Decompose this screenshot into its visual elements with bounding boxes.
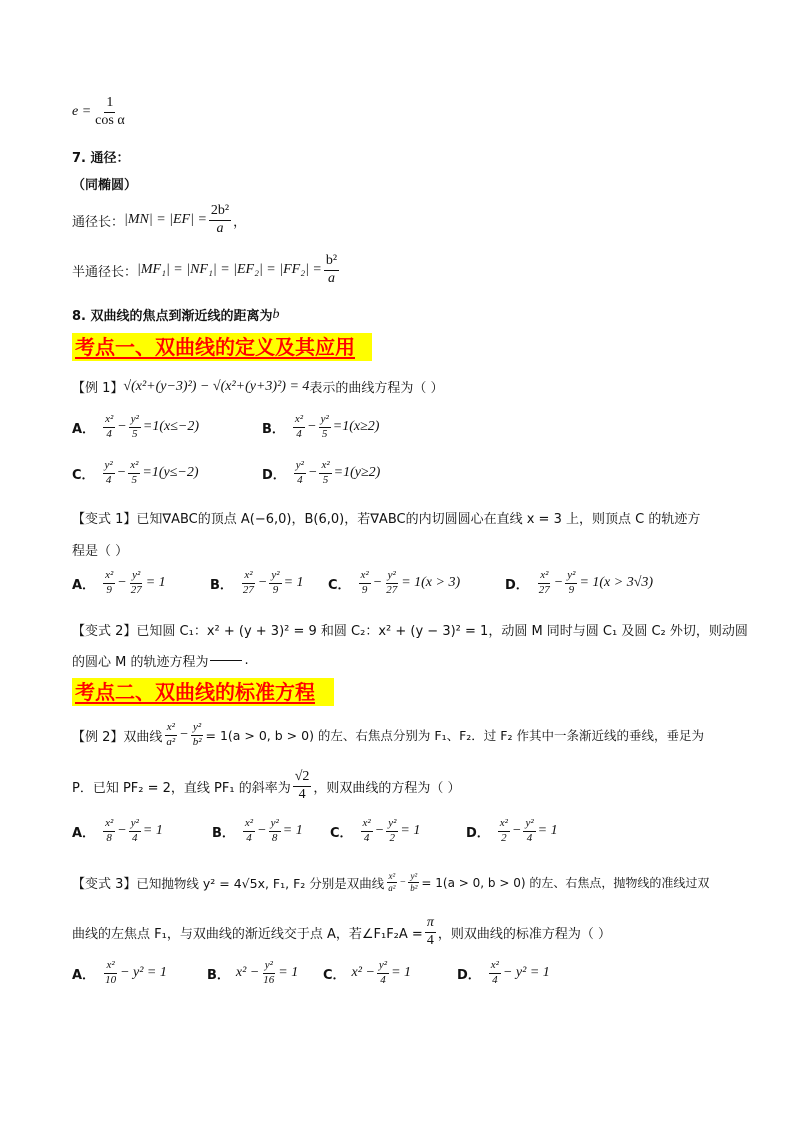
example-2-tag: 【例 2】 — [72, 729, 124, 745]
option-fraction — [361, 818, 373, 844]
choice-label: B． — [262, 421, 285, 437]
variant-2-text2: 的圆心 M 的轨迹方程为 — [72, 655, 209, 670]
option-fraction — [103, 960, 118, 986]
section-heading-1-text: 考点一、双曲线的定义及其应用 — [75, 335, 355, 359]
choice-d[interactable] — [457, 960, 550, 986]
choice-d[interactable] — [505, 570, 653, 596]
choice-label: B． — [210, 577, 233, 593]
frac-den: 27 — [130, 583, 142, 596]
option-fraction — [128, 460, 140, 486]
variant-3-tag: 【变式 3】 — [72, 877, 137, 893]
variant-3-frac2 — [408, 872, 419, 894]
option-fraction — [498, 818, 510, 844]
section-heading-1 — [72, 333, 372, 361]
option-text: − — [257, 823, 267, 839]
frac-num: x² — [361, 818, 373, 832]
ecc-lhs: e = — [72, 104, 92, 120]
option-text: = 1 — [282, 823, 303, 839]
s8-var: b — [272, 306, 280, 322]
option-text: − y² = 1 — [502, 965, 550, 981]
frac-num: x² — [104, 960, 116, 974]
frac-den: 9 — [361, 583, 368, 596]
option-fraction — [103, 570, 115, 596]
choice-label: C． — [72, 467, 95, 483]
option-text: − — [553, 575, 564, 591]
frac-den: 27 — [386, 583, 398, 596]
variant-2-line1 — [72, 620, 748, 639]
choice-a[interactable] — [72, 414, 199, 440]
option-text: = 1(x > 3√3) — [579, 575, 654, 591]
frac-den: b² — [192, 735, 202, 748]
example-1-tail: 表示的曲线方程为（ ） — [309, 381, 444, 396]
frac-num: y² — [129, 818, 141, 832]
option-fraction — [129, 570, 144, 596]
frac-num: x² — [498, 818, 510, 832]
option-fraction — [103, 414, 115, 440]
choice-a[interactable] — [72, 570, 166, 596]
variant-3-text1a: 已知抛物线 y² = 4√5x, F₁, F₂ 分别是双曲线 — [136, 875, 385, 891]
variant-3-text2b: ，则双曲线的标准方程为（ ） — [437, 926, 611, 942]
option-text: − — [511, 823, 522, 839]
frac-den: 5 — [321, 427, 328, 440]
frac-den: 2 — [501, 831, 507, 844]
frac-den: a² — [388, 883, 396, 894]
option-text: − — [374, 823, 385, 839]
answer-blank[interactable] — [210, 660, 242, 661]
option-text: = 1 — [283, 575, 304, 591]
frac-num: x² — [359, 570, 371, 584]
example-2-text2a: P．已知 PF₂ = 2，直线 PF₁ 的斜率为 — [72, 780, 291, 796]
chord-label: 通径长： — [72, 214, 125, 230]
option-fraction — [386, 818, 398, 844]
frac-num: x² — [103, 414, 115, 428]
frac-num: y² — [377, 960, 389, 974]
frac-den: 2 — [389, 831, 396, 844]
example-1-stem — [72, 377, 444, 396]
option-text: = 1 — [142, 823, 163, 839]
option-text: x² − — [235, 965, 260, 981]
option-text: = 1 — [537, 823, 558, 839]
frac-num: y² — [523, 818, 535, 832]
frac-num: x² — [128, 460, 140, 474]
choice-a[interactable] — [72, 818, 163, 844]
option-text: = 1 — [400, 823, 421, 839]
choice-label: A． — [72, 421, 96, 437]
option-fraction — [241, 570, 256, 596]
choice-label: B． — [212, 825, 235, 841]
frac-den: 9 — [272, 583, 279, 596]
frac-den: 4 — [132, 831, 138, 844]
frac-den: 9 — [106, 583, 112, 596]
example-1-expr: √(x²+(y−3)²) − √(x²+(y+3)²) = 4 — [123, 378, 310, 394]
option-text: − — [117, 419, 127, 435]
choice-label: D． — [457, 967, 481, 983]
frac-num: x² — [243, 818, 255, 832]
half-expr: |MF₁| = |NF₁| = |EF₂| = |FF₂| = — [137, 262, 322, 278]
chord-tail: ， — [233, 214, 247, 230]
option-fraction — [294, 460, 306, 486]
frac-den: 16 — [263, 973, 275, 986]
frac-num: y² — [191, 722, 203, 736]
example-2-line2 — [72, 770, 461, 802]
variant-2-text1: 已知圆 C₁：x² + (y + 3)² = 9 和圆 C₂：x² + (y − 3)² = 1，动圆 M 同时与圆 C₁ 及圆 C₂ 外切，则动圆 — [136, 624, 748, 639]
choice-label: D． — [466, 825, 490, 841]
chord-den: a — [216, 220, 224, 236]
example-2-frac1 — [164, 722, 177, 748]
option-fraction — [103, 818, 115, 844]
option-text: − — [257, 575, 268, 591]
frac-den: 27 — [538, 583, 550, 596]
choice-c[interactable] — [330, 818, 420, 844]
frac-den: 4 — [380, 973, 386, 986]
option-fraction — [261, 960, 276, 986]
angle-fraction — [425, 916, 436, 948]
frac-den: b² — [410, 883, 418, 894]
frac-num: x² — [103, 818, 115, 832]
option-text: − — [117, 575, 127, 591]
frac-num: y² — [263, 960, 275, 974]
section-heading-2 — [72, 678, 334, 706]
option-fraction — [384, 570, 399, 596]
option-fraction — [129, 414, 141, 440]
option-fraction — [129, 818, 141, 844]
frac-den: 5 — [322, 473, 329, 486]
variant-3-frac1 — [386, 872, 397, 894]
frac-num: y² — [269, 570, 281, 584]
frac-den: 8 — [106, 831, 112, 844]
frac-den: 4 — [246, 831, 252, 844]
frac-den: 27 — [242, 583, 254, 596]
choice-label: C． — [330, 825, 353, 841]
slope-den: 4 — [298, 786, 306, 802]
variant-3-text1b: = 1(a > 0, b > 0) 的左、右焦点，抛物线的准线过双 — [421, 876, 710, 891]
option-text: x² − — [351, 965, 375, 981]
option-fraction — [565, 570, 577, 596]
choice-label: A． — [72, 577, 96, 593]
choice-label: A． — [72, 825, 96, 841]
choice-label: D． — [505, 577, 529, 593]
half-fraction — [324, 254, 339, 286]
frac-den: 4 — [526, 831, 533, 844]
option-fraction — [319, 460, 331, 486]
frac-den: 4 — [363, 831, 370, 844]
chord-fraction — [209, 204, 231, 236]
frac-den: 10 — [105, 973, 117, 986]
half-latus-line — [72, 254, 341, 286]
s7-title: 7. 通径： — [72, 151, 130, 166]
frac-num: y² — [269, 818, 281, 832]
option-fraction — [319, 414, 331, 440]
option-fraction — [523, 818, 535, 844]
frac-den: 5 — [131, 473, 138, 486]
variant-1-tag: 【变式 1】 — [72, 512, 137, 527]
option-text: − — [307, 419, 317, 435]
choice-c[interactable] — [328, 570, 460, 596]
variant-2-line2 — [72, 651, 249, 670]
choice-c[interactable] — [72, 460, 199, 486]
choice-c[interactable] — [323, 960, 411, 986]
option-text: − — [116, 465, 127, 481]
frac-den: 4 — [106, 427, 112, 440]
frac-den: a² — [166, 735, 176, 748]
slope-fraction — [293, 770, 312, 802]
angle-den: 4 — [426, 932, 434, 948]
frac-num: y² — [565, 570, 577, 584]
frac-num: x² — [293, 414, 305, 428]
option-text: − — [372, 575, 383, 591]
choice-a[interactable] — [72, 960, 167, 986]
option-text: =1(y≤−2) — [142, 465, 199, 481]
example-2-frac2 — [191, 722, 204, 748]
section-heading-2-text: 考点二、双曲线的标准方程 — [75, 680, 315, 704]
option-text: =1(x≥2) — [332, 419, 380, 435]
frac-num: y² — [386, 818, 398, 832]
option-fraction — [293, 414, 305, 440]
frac-num: y² — [294, 460, 306, 474]
variant-1-text1: 已知∇ABC的顶点 A(−6,0)，B(6,0)，若∇ABC的内切圆圆心在直线 x = 3 上，则顶点 C 的轨迹方 — [136, 512, 701, 527]
option-text: = 1(x > 3) — [401, 575, 461, 591]
option-fraction — [489, 960, 501, 986]
frac-den: 4 — [297, 473, 303, 486]
variant-3-text2a: 曲线的左焦点 F₁，与双曲线的渐近线交于点 A，若∠F₁F₂A = — [72, 926, 423, 942]
variant-2-tag: 【变式 2】 — [72, 624, 137, 639]
choice-b[interactable] — [262, 414, 379, 440]
option-text: − — [117, 823, 127, 839]
frac-num: x² — [538, 570, 550, 584]
frac-num: y² — [386, 570, 398, 584]
frac-num: x² — [489, 960, 501, 974]
variant-1-line2: 程是（ ） — [72, 544, 129, 559]
choice-label: B． — [207, 967, 230, 983]
variant-1-line1 — [72, 508, 700, 527]
option-text: = 1 — [278, 965, 299, 981]
slope-num: √2 — [293, 770, 312, 787]
frac-num: x² — [242, 570, 254, 584]
half-label: 半通径长： — [72, 264, 138, 280]
frac-num: x² — [103, 570, 115, 584]
s7-note: （同椭圆） — [72, 178, 138, 193]
frac-den: 4 — [492, 973, 498, 986]
frac-num: x² — [387, 872, 398, 883]
example-1-tag: 【例 1】 — [72, 381, 124, 396]
option-text: − y² = 1 — [120, 965, 167, 981]
example-2-text2b: ，则双曲线的方程为（ ） — [313, 780, 461, 796]
choice-d[interactable] — [466, 818, 558, 844]
frac-num: y² — [408, 872, 419, 883]
frac-num: y² — [130, 570, 142, 584]
choice-b[interactable] — [212, 818, 303, 844]
frac-num: y² — [319, 414, 331, 428]
eccentricity-formula — [72, 96, 129, 128]
s8-line — [72, 305, 280, 324]
example-2-text1a: 双曲线 — [123, 729, 163, 745]
option-text: − — [307, 465, 318, 481]
option-fraction — [537, 570, 552, 596]
choice-label: A． — [72, 967, 96, 983]
frac-den: 4 — [296, 427, 302, 440]
choice-b[interactable] — [207, 960, 298, 986]
variant-3-line2 — [72, 916, 611, 948]
option-text: = 1 — [391, 965, 412, 981]
frac-den: 9 — [568, 583, 575, 596]
option-text: =1(x≤−2) — [142, 419, 200, 435]
chord-expr: |MN| = |EF| = — [124, 212, 207, 228]
half-den: a — [327, 270, 335, 286]
option-fraction — [269, 818, 281, 844]
choice-label: C． — [328, 577, 351, 593]
choice-b[interactable] — [210, 570, 304, 596]
option-fraction — [359, 570, 371, 596]
option-fraction — [243, 818, 255, 844]
s8-text: 8. 双曲线的焦点到渐近线的距离为 — [72, 309, 273, 324]
half-num: b² — [324, 254, 339, 271]
chord-num: 2b² — [209, 204, 231, 221]
option-text: = 1 — [145, 575, 166, 591]
choice-label: D． — [262, 467, 286, 483]
latus-rectum-line — [72, 204, 246, 236]
variant-2-end: . — [244, 653, 249, 668]
option-text: =1(y≥2) — [333, 465, 381, 481]
frac-num: y² — [103, 460, 115, 474]
variant-3-line1: 【变式 3】 已知抛物线 y² = 4√5x, F₁, F₂ 分别是双曲线 $\frac{\text{x²}}{\text{a²}}$ − $\frac{\text{y²}}{\text{b²}}$ = 1(a > 0, b > 0) 的左、右焦点，抛物线的准线过双 — [72, 871, 710, 894]
angle-num: π — [425, 916, 436, 933]
ecc-den: cos α — [95, 112, 125, 128]
option-fraction — [103, 460, 115, 486]
ecc-fraction — [93, 96, 127, 128]
choice-d[interactable] — [262, 460, 380, 486]
frac-num: x² — [319, 460, 331, 474]
option-fraction — [377, 960, 389, 986]
frac-num: y² — [129, 414, 141, 428]
frac-den: 5 — [132, 427, 138, 440]
frac-den: 4 — [105, 473, 112, 486]
example-2-text1b: = 1(a > 0, b > 0) 的左、右焦点分别为 F₁、F₂．过 F₂ 作其中一条渐近线的垂线，垂足为 — [205, 728, 704, 744]
frac-num: x² — [165, 722, 177, 736]
option-fraction — [269, 570, 281, 596]
ecc-num: 1 — [104, 96, 115, 113]
example-2-line1: 【例 2】 双曲线 $\frac{\text{x²}}{\text{a²}}$ − $\frac{\text{y²}}{\text{b²}}$ = 1(a > 0, b > 0) 的左、右焦点分别为 F₁、F₂．过 F₂ 作其中一条渐近线的垂线，垂足为 — [72, 721, 704, 748]
choice-label: C． — [323, 967, 346, 983]
frac-den: 8 — [271, 831, 278, 844]
